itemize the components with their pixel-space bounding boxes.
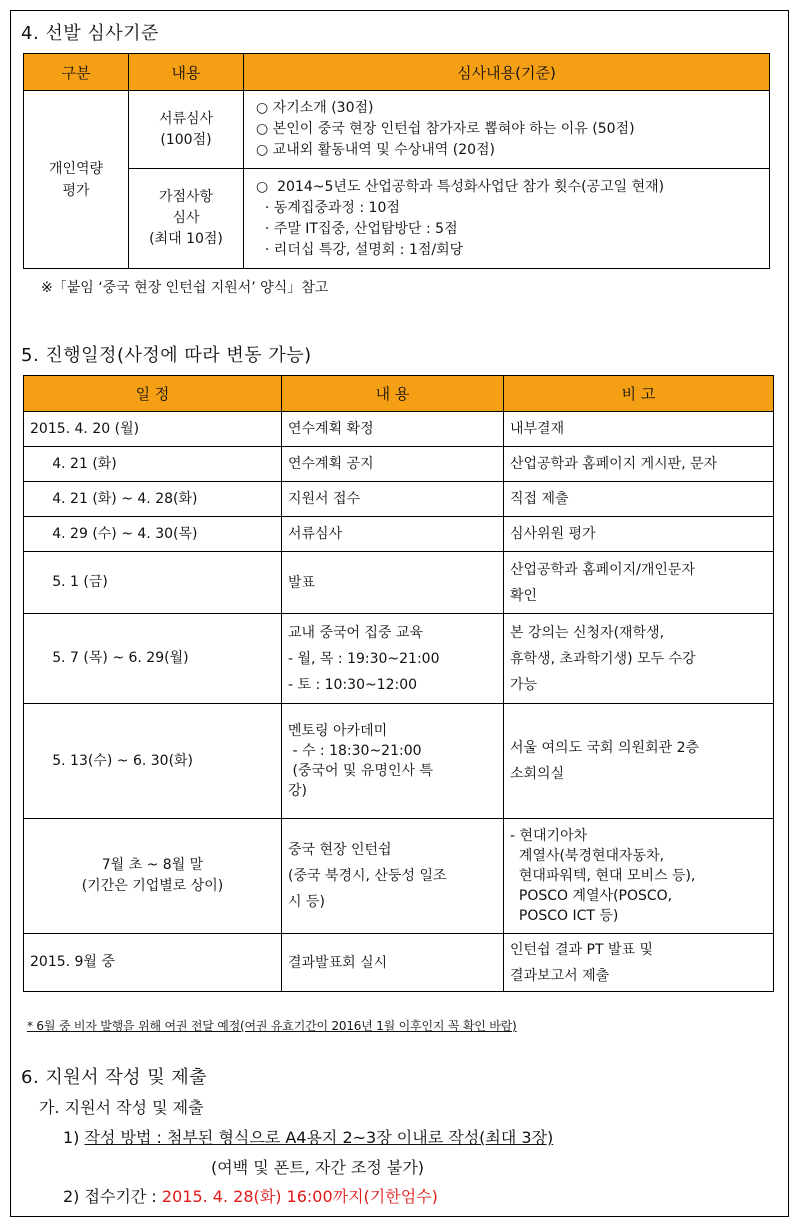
date-text: 5. 1 (금) (30, 574, 108, 590)
schedule-remark-cell (504, 819, 774, 934)
section5-title: 5. 진행일정(사정에 따라 변동 가능) (21, 345, 312, 366)
submission-deadline: 2015. 4. 28(화) 16:00까지(기한엄수) (161, 1187, 438, 1206)
content-text: 지원서 접수 (288, 491, 361, 507)
remark-text: 서울 여의도 국회 의원회관 2층 (510, 740, 699, 756)
schedule-remark-cell (504, 412, 774, 447)
schedule-date-cell (24, 412, 282, 447)
category-cell: 개인역량 평가 (24, 91, 129, 269)
schedule-date-cell (24, 482, 282, 517)
criteria-text: ○ 교내외 활동내역 및 수상내역 (20점) (256, 142, 496, 158)
remark-text: 계열사(북경현대자동차, (510, 848, 665, 864)
schedule-content-cell (282, 614, 504, 704)
schedule-content-cell (282, 819, 504, 934)
schedule-remark-cell (504, 482, 774, 517)
schedule-row (24, 517, 774, 552)
col-header-content: 내 용 (282, 376, 504, 412)
content-text: 결과발표회 실시 (288, 954, 388, 971)
remark-text: 결과보고서 제출 (510, 967, 610, 984)
date-text: 4. 21 (화) ~ 4. 28(화) (30, 490, 198, 507)
schedule-row (24, 447, 774, 482)
item-text: (100점) (160, 131, 212, 148)
criteria-cell-document-review (244, 91, 770, 169)
remark-text: POSCO 계열사(POSCO, (510, 888, 673, 904)
date-text: 5. 7 (목) ~ 6. 29(월) (30, 650, 189, 666)
date-text: 5. 13(수) ~ 6. 30(화) (30, 752, 194, 769)
col-header-category: 구분 (24, 54, 129, 91)
content-text: - 월, 목 : 19:30~21:00 (288, 650, 440, 667)
date-text: 2015. 4. 20 (월) (30, 420, 140, 437)
schedule-date-cell (24, 517, 282, 552)
schedule-table (23, 375, 774, 992)
schedule-date-cell (24, 552, 282, 614)
remark-text: 내부결재 (510, 421, 565, 437)
schedule-remark-cell (504, 704, 774, 819)
col-header-item: 내용 (129, 54, 244, 91)
schedule-remark-cell (504, 447, 774, 482)
schedule-date-cell (24, 704, 282, 819)
schedule-row (24, 552, 774, 614)
date-text: 7월 초 ~ 8월 말 (101, 857, 204, 873)
content-text: 연수계획 확정 (288, 421, 374, 437)
remark-text: 산업공학과 홈페이지 게시판, 문자 (510, 456, 718, 472)
schedule-row (24, 412, 774, 447)
remark-text: 소회의실 (510, 766, 565, 782)
submission-period-label: 2) 접수기간 : (63, 1187, 162, 1206)
item-text: (최대 10점) (149, 231, 223, 247)
criteria-cell-bonus (244, 169, 770, 269)
item-text: 가점사항 (158, 189, 214, 205)
schedule-content-cell (282, 482, 504, 517)
remark-text: POSCO ICT 등) (510, 908, 619, 924)
criteria-text: · 리더십 특강, 설명회 : 1점/회당 (256, 241, 464, 258)
schedule-remark-cell (504, 517, 774, 552)
schedule-content-cell (282, 517, 504, 552)
content-text: - 토 : 10:30~12:00 (288, 676, 418, 693)
remark-text: 심사위원 평가 (510, 526, 596, 542)
section6-title: 6. 지원서 작성 및 제출 (21, 1067, 208, 1088)
schedule-remark-cell (504, 614, 774, 704)
selection-criteria-table (23, 53, 770, 269)
item-text: 서류심사 (158, 110, 214, 127)
date-text: 4. 29 (수) ~ 4. 30(목) (30, 525, 198, 542)
item-cell-document-review (129, 91, 244, 169)
content-text: 시 등) (288, 894, 325, 910)
content-text: 서류심사 (288, 526, 343, 542)
schedule-remark-cell (504, 552, 774, 614)
date-text: (기간은 기업별로 상이) (81, 878, 224, 894)
remark-text: 확인 (510, 587, 538, 604)
content-text: 연수계획 공지 (288, 456, 374, 472)
document-page (10, 10, 789, 1217)
schedule-rows (24, 412, 774, 992)
schedule-content-cell (282, 704, 504, 819)
date-text: 2015. 9월 중 (30, 954, 115, 970)
remark-text: 가능 (510, 676, 538, 693)
schedule-date-cell (24, 934, 282, 992)
item-text: 심사 (172, 210, 200, 226)
criteria-text: · 주말 IT집중, 산업탐방단 : 5점 (256, 220, 458, 237)
writing-method-line (63, 1125, 553, 1148)
col-header-remark: 비 고 (504, 376, 774, 412)
remark-text: 본 강의는 신청자(재학생, (510, 624, 665, 641)
schedule-content-cell (282, 552, 504, 614)
content-text: 발표 (288, 574, 316, 591)
criteria-text: ○ 2014~5년도 산업공학과 특성화사업단 참가 횟수(공고일 현재) (256, 178, 665, 195)
visa-footnote: * 6월 중 비자 발행을 위해 여권 전달 예정(여권 유효기간이 2016년 1월 이후인지 꼭 확인 바람) (27, 1019, 517, 1033)
schedule-row (24, 482, 774, 517)
remark-text: 휴학생, 초과학기생) 모두 수강 (510, 650, 696, 667)
content-text: (중국어 및 유명인사 특 (288, 763, 433, 779)
content-text: 멘토링 아카데미 (288, 723, 388, 739)
writing-method-text: 작성 방법 : 첨부된 형식으로 A4용지 2~3장 이내로 작성(최대 3장) (84, 1128, 554, 1147)
schedule-date-cell (24, 819, 282, 934)
submission-period-line (63, 1184, 438, 1207)
remark-text: 산업공학과 홈페이지/개인문자 (510, 561, 695, 578)
section4-title: 4. 선발 심사기준 (21, 23, 159, 44)
item1-number: 1) (63, 1128, 85, 1147)
schedule-row (24, 614, 774, 704)
col-header-criteria: 심사내용(기준) (244, 54, 770, 91)
item-cell-bonus (129, 169, 244, 269)
content-text: (중국 북경시, 산둥성 일조 (288, 868, 447, 884)
content-text: 교내 중국어 집중 교육 (288, 624, 424, 641)
writing-method-continuation: (여백 및 폰트, 자간 조정 불가) (211, 1158, 425, 1177)
criteria-text: ○ 본인이 중국 현장 인턴쉽 참가자로 뽑혀야 하는 이유 (50점) (256, 121, 635, 137)
section6-subtitle: 가. 지원서 작성 및 제출 (39, 1098, 204, 1117)
schedule-content-cell (282, 447, 504, 482)
schedule-row (24, 704, 774, 819)
content-text: 중국 현장 인턴쉽 (288, 842, 392, 858)
remark-text: 현대파워텍, 현대 모비스 등), (510, 868, 696, 884)
schedule-remark-cell (504, 934, 774, 992)
schedule-row (24, 934, 774, 992)
schedule-date-cell (24, 447, 282, 482)
col-header-schedule: 일 정 (24, 376, 282, 412)
schedule-content-cell (282, 412, 504, 447)
schedule-content-cell (282, 934, 504, 992)
criteria-text: · 동계집중과정 : 10점 (256, 199, 400, 216)
remark-text: - 현대기아차 (510, 828, 588, 844)
form-reference-note: ※「붙임 ‘중국 현장 인턴쉽 지원서’ 양식」참고 (41, 280, 329, 296)
schedule-date-cell (24, 614, 282, 704)
remark-text: 인턴쉽 결과 PT 발표 및 (510, 941, 653, 958)
schedule-row (24, 819, 774, 934)
content-text: - 수 : 18:30~21:00 (288, 743, 422, 759)
remark-text: 직접 제출 (510, 491, 569, 507)
criteria-text: ○ 자기소개 (30점) (256, 100, 374, 116)
date-text: 4. 21 (화) (30, 455, 117, 472)
content-text: 강) (288, 783, 307, 799)
